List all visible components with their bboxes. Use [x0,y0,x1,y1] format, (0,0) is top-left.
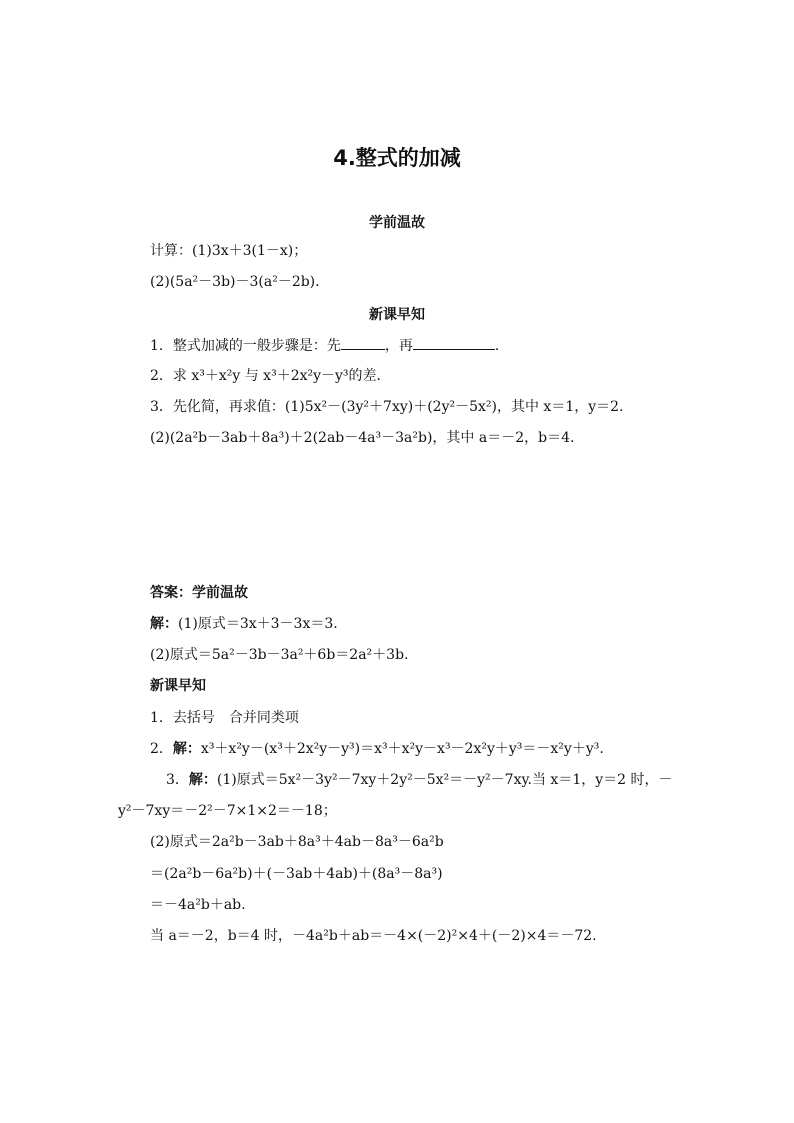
answer-1: 1．去括号 合并同类项 [150,710,299,726]
blank-1 [341,336,385,350]
answer-6: ＝－4a²b＋ab. [150,897,246,913]
section-heading-newlesson: 新课早知 [369,307,425,323]
answer-preview-1 [150,615,338,633]
question-1-end: ． [494,338,509,354]
answer-3 [166,771,673,789]
question-2: 2．求 x³＋x²y 与 x³＋2x²y－y³的差． [150,368,391,384]
blank-2 [413,336,495,350]
answer-preview-1-text: (1)原式＝3x＋3－3x＝3. [178,616,338,632]
section-heading-preview: 学前温故 [369,215,425,231]
solution-label: 解： [188,772,217,788]
question-3: 3．先化简，再求值：(1)5x²－(3y²＋7xy)＋(2y²－5x²)，其中 x＝1，y＝2. [150,399,624,415]
answer-3-text: (1)原式＝5x²－3y²－7xy＋2y²－5x²＝－y²－7xy.当 x＝1，y＝2 时，－ [216,772,673,788]
answer-3-continued: y²－7xy＝－2²－7×1×2＝－18； [118,803,337,819]
page-title: 4.整式的加减 [333,146,461,170]
answer-preview-2: (2)原式＝5a²－3b－3a²＋6b＝2a²＋3b. [150,647,409,663]
answers-newlesson-heading: 新课早知 [150,678,206,694]
solution-label: 解： [172,741,201,757]
solution-label: 解： [150,616,178,632]
answer-2-prefix: 2． [150,741,173,757]
answer-5: ＝(2a²b－6a²b)＋(－3ab＋4ab)＋(8a³－8a³) [150,866,443,882]
answer-7: 当 a＝－2，b＝4 时，－4a²b＋ab＝－4×(－2)²×4＋(－2)×4＝－72. [150,928,597,944]
question-1 [150,336,509,355]
question-1-prefix: 1．整式加减的一般步骤是：先 [150,338,341,354]
answer-2 [150,740,604,758]
question-3-part-2: (2)(2a²b－3ab＋8a³)＋2(2ab－4a³－3a²b)，其中 a＝－2，b＝4. [150,430,575,446]
answers-heading: 答案：学前温故 [150,585,248,601]
preview-question-2: (2)(5a²－3b)－3(a²－2b)． [150,274,330,290]
answer-2-text: x³＋x²y－(x³＋2x²y－y³)＝x³＋x²y－x³－2x²y＋y³＝－x²y＋y³. [200,741,604,757]
answer-3-prefix: 3． [166,772,189,788]
question-1-mid: ，再 [384,338,413,354]
answer-4: (2)原式＝2a²b－3ab＋8a³＋4ab－8a³－6a²b [150,834,444,850]
preview-question-1: 计算：(1)3x＋3(1－x)； [150,243,308,259]
